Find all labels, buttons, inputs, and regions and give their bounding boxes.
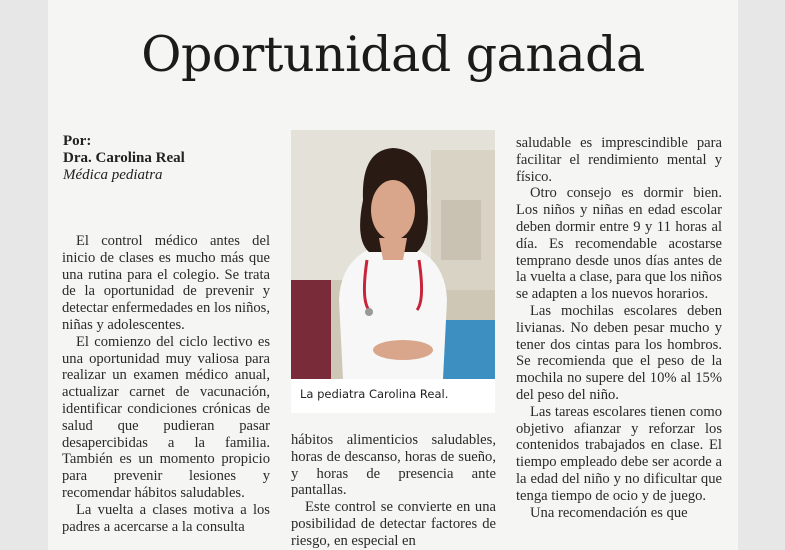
headline: Oportunidad ganada <box>141 26 645 83</box>
paragraph: El control médico antes del inicio de clases es mucho más que una rutina para el colegio. Se trata de la oportunidad de prevenir y detectar enfermedades en los niños, niñas y adolescentes. <box>62 233 270 333</box>
paragraph: hábitos alimenticios saludables, horas de descanso, horas de sueño, y horas de presencia ante pantallas. <box>291 432 496 499</box>
photo-caption: La pediatra Carolina Real. <box>300 387 449 401</box>
text-column-2 <box>291 432 496 550</box>
author-role: Médica pediatra <box>63 167 163 183</box>
photo-figure <box>291 130 495 413</box>
newspaper-page <box>48 0 738 550</box>
paragraph: La vuelta a clases motiva a los padres a acercarse a la consulta <box>62 501 270 535</box>
paragraph: El comienzo del ciclo lectivo es una oportunidad muy valiosa para realizar un examen médico anual, actualizar carnet de vacunación, identificar condiciones crónicas de salud que pudieran pasar desapercibidas a la familia. También es un momento propicio para prevenir lesiones y recomendar hábitos saludables. <box>62 333 270 501</box>
byline <box>63 133 278 184</box>
paragraph: Las tareas escolares tienen como objetivo afianzar y reforzar los contenidos trabajados en clase. El tiempo empleado debe ser acorde a la edad del niño y no dificultar que tenga tiempo de ocio y de juego. <box>516 403 722 504</box>
doctor-photo <box>291 130 495 379</box>
byline-label: Por: <box>63 133 92 149</box>
paragraph: saludable es imprescindible para facilitar el rendimiento mental y físico. <box>516 135 722 185</box>
paragraph: Otro consejo es dormir bien. Los niños y niñas en edad escolar deben dormir entre 9 y 11 horas al día. Es recomendable acostarse temprano desde unos días antes de la vuelta a clase, para que los niños se adapten a los nuevos horarios. <box>516 185 722 303</box>
author-name: Dra. Carolina Real <box>63 150 185 166</box>
text-column-3 <box>516 135 722 521</box>
paragraph: Una recomendación es que <box>530 504 688 521</box>
paragraph: Las mochilas escolares deben livianas. No deben pesar mucho y tener dos cintas para los hombros. Se recomienda que el peso de la mochila no supere del 10% al 15% del peso del niño. <box>516 302 722 403</box>
text-column-1 <box>62 233 270 535</box>
paragraph: Este control se convierte en una posibilidad de detectar factores de riesgo, en especial en <box>291 499 496 549</box>
